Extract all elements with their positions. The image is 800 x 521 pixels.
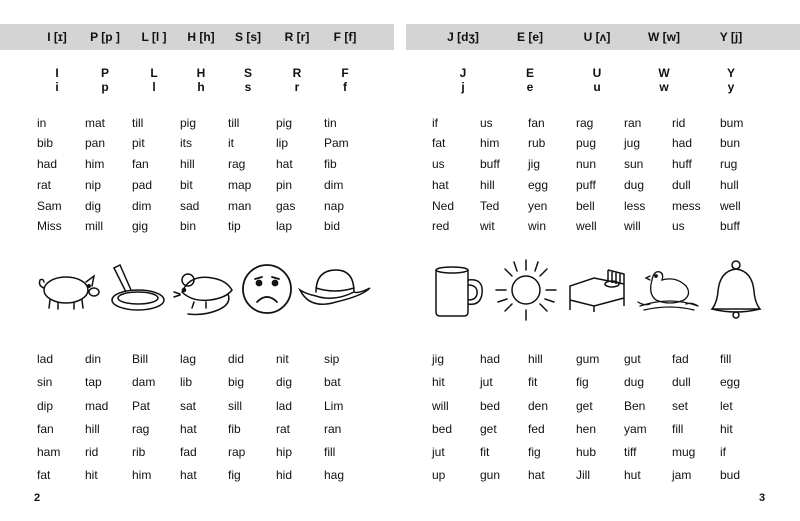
word-cell: rat: [276, 422, 291, 436]
rat-icon: [172, 262, 238, 318]
word-cell: rid: [672, 116, 686, 130]
word-cell: mad: [85, 399, 109, 413]
word-cell: rat: [37, 178, 52, 192]
column-header: P [p ]: [90, 30, 120, 44]
word-cell: lip: [276, 136, 289, 150]
word-cell: hid: [276, 468, 293, 482]
word-cell: had: [37, 157, 58, 171]
word-cell: rub: [528, 136, 546, 150]
hen-icon: [636, 262, 702, 316]
word-cell: dim: [132, 199, 152, 213]
word-cell: will: [624, 219, 641, 233]
word-cell: hill: [480, 178, 495, 192]
word-cell: win: [528, 219, 547, 233]
word-cell: had: [480, 352, 501, 366]
word-cell: jam: [672, 468, 692, 482]
word-cell: fig: [228, 468, 241, 482]
word-cell: lad: [37, 352, 54, 366]
word-cell: bed: [432, 422, 453, 436]
column-header: L [l ]: [141, 30, 167, 44]
word-cell: well: [576, 219, 597, 233]
word-cell: gun: [480, 468, 501, 482]
word-cell: fill: [672, 422, 684, 436]
word-cell: pad: [132, 178, 153, 192]
word-cell: dull: [672, 178, 691, 192]
word-cell: hat: [432, 178, 449, 192]
word-cell: Miss: [37, 219, 62, 233]
column-header: J [dʒ]: [447, 30, 479, 44]
word-cell: hat: [528, 468, 545, 482]
word-cell: lib: [180, 375, 193, 389]
column-header: F [f]: [333, 30, 357, 44]
word-cell: hit: [85, 468, 98, 482]
word-cell: fan: [132, 157, 149, 171]
word-cell: lap: [276, 219, 293, 233]
page-number-left: 2: [34, 492, 41, 504]
word-cell: hit: [432, 375, 445, 389]
word-cell: bed: [480, 399, 501, 413]
word-cell: Ted: [480, 199, 500, 213]
word-cell: ran: [324, 422, 342, 436]
word-cell: dig: [276, 375, 293, 389]
word-cell: him: [132, 468, 152, 482]
word-cell: bum: [720, 116, 744, 130]
capital-letter: R: [292, 66, 302, 80]
pig-icon: [34, 268, 102, 312]
word-cell: rag: [228, 157, 246, 171]
capital-letter: J: [459, 66, 467, 80]
word-cell: mess: [672, 199, 701, 213]
word-cell: rid: [85, 445, 99, 459]
word-cell: fan: [528, 116, 545, 130]
word-cell: buff: [480, 157, 500, 171]
column-header: E [e]: [516, 30, 544, 44]
word-cell: Lim: [324, 399, 344, 413]
word-cell: nap: [324, 199, 345, 213]
word-cell: in: [37, 116, 47, 130]
word-cell: hen: [576, 422, 597, 436]
word-cell: get: [480, 422, 497, 436]
word-cell: fad: [180, 445, 197, 459]
word-cell: pig: [180, 116, 197, 130]
capital-letter: S: [243, 66, 253, 80]
word-cell: Jill: [576, 468, 590, 482]
word-cell: sip: [324, 352, 340, 366]
word-cell: us: [432, 157, 445, 171]
word-cell: Ben: [624, 399, 646, 413]
word-cell: bib: [37, 136, 54, 150]
word-cell: if: [432, 116, 438, 130]
word-cell: till: [228, 116, 240, 130]
word-cell: red: [432, 219, 450, 233]
word-cell: him: [85, 157, 105, 171]
sad-face-icon: [240, 262, 294, 316]
column-header: Y [j]: [719, 30, 743, 44]
word-cell: get: [576, 399, 593, 413]
word-cell: fig: [576, 375, 589, 389]
word-cell: hat: [180, 468, 197, 482]
word-cell: Sam: [37, 199, 62, 213]
word-cell: sill: [228, 399, 242, 413]
word-cell: dam: [132, 375, 156, 389]
word-cell: fan: [37, 422, 54, 436]
word-cell: its: [180, 136, 192, 150]
word-cell: rib: [132, 445, 146, 459]
word-cell: us: [672, 219, 685, 233]
word-cell: tin: [324, 116, 337, 130]
word-cell: mill: [85, 219, 103, 233]
word-cell: rag: [576, 116, 594, 130]
word-cell: huff: [672, 157, 692, 171]
word-cell: man: [228, 199, 252, 213]
word-cell: sun: [624, 157, 644, 171]
word-cell: fit: [528, 375, 538, 389]
word-cell: well: [720, 199, 741, 213]
column-header: I [ɪ]: [47, 30, 67, 44]
capital-letter: L: [150, 66, 158, 80]
word-cell: dim: [324, 178, 344, 192]
frying-pan-icon: [104, 262, 168, 314]
word-cell: map: [228, 178, 252, 192]
word-cell: fad: [672, 352, 689, 366]
word-cell: egg: [720, 375, 741, 389]
word-cell: sad: [180, 199, 200, 213]
word-cell: fed: [528, 422, 545, 436]
word-cell: dip: [37, 399, 54, 413]
word-cell: rug: [720, 157, 738, 171]
lowercase-letter: y: [727, 80, 735, 94]
word-cell: dug: [624, 375, 645, 389]
word-cell: fib: [324, 157, 337, 171]
lowercase-letter: p: [101, 80, 109, 94]
hat-icon: [296, 266, 372, 312]
word-cell: did: [228, 352, 245, 366]
word-cell: fat: [432, 136, 446, 150]
word-cell: pin: [276, 178, 293, 192]
word-cell: big: [228, 375, 245, 389]
word-cell: tip: [228, 219, 241, 233]
lowercase-letter: r: [294, 80, 300, 94]
capital-letter: P: [100, 66, 110, 80]
word-cell: gum: [576, 352, 600, 366]
word-cell: ham: [37, 445, 61, 459]
word-cell: hat: [276, 157, 293, 171]
word-cell: bell: [576, 199, 595, 213]
word-cell: Pam: [324, 136, 349, 150]
word-cell: dull: [672, 375, 691, 389]
word-cell: fig: [528, 445, 541, 459]
column-header: S [s]: [234, 30, 262, 44]
word-cell: hit: [720, 422, 733, 436]
word-cell: yen: [528, 199, 548, 213]
word-cell: jig: [432, 352, 445, 366]
word-cell: bin: [180, 219, 197, 233]
word-cell: hip: [276, 445, 293, 459]
word-cell: rap: [228, 445, 246, 459]
word-cell: less: [624, 199, 646, 213]
word-cell: den: [528, 399, 549, 413]
word-cell: pan: [85, 136, 106, 150]
word-cell: pit: [132, 136, 145, 150]
word-cell: dig: [85, 199, 102, 213]
word-cell: bat: [324, 375, 341, 389]
word-cell: fill: [324, 445, 336, 459]
word-cell: let: [720, 399, 733, 413]
capital-letter: I: [55, 66, 59, 80]
word-cell: puff: [576, 178, 596, 192]
word-cell: mat: [85, 116, 106, 130]
word-cell: gas: [276, 199, 296, 213]
word-cell: jig: [528, 157, 541, 171]
page-number-right: 3: [759, 492, 766, 504]
word-cell: fib: [228, 422, 241, 436]
word-cell: jut: [432, 445, 445, 459]
lowercase-letter: j: [461, 80, 465, 94]
lowercase-letter: w: [659, 80, 669, 94]
word-cell: egg: [528, 178, 549, 192]
word-cell: rag: [132, 422, 150, 436]
word-cell: hill: [180, 157, 195, 171]
word-cell: buff: [720, 219, 740, 233]
word-cell: pig: [276, 116, 293, 130]
word-cell: hill: [85, 422, 100, 436]
word-cell: Pat: [132, 399, 151, 413]
word-cell: sin: [37, 375, 53, 389]
capital-letter: Y: [726, 66, 736, 80]
capital-letter: H: [196, 66, 206, 80]
word-cell: set: [672, 399, 689, 413]
lowercase-letter: s: [244, 80, 252, 94]
word-cell: fill: [720, 352, 732, 366]
lowercase-letter: i: [55, 80, 59, 94]
bell-icon: [708, 258, 764, 322]
word-cell: till: [132, 116, 144, 130]
word-cell: if: [720, 445, 726, 459]
column-header: R [r]: [284, 30, 310, 44]
word-cell: will: [432, 399, 449, 413]
bed-icon: [564, 264, 632, 314]
word-cell: Bill: [132, 352, 149, 366]
word-cell: hill: [528, 352, 543, 366]
capital-letter: U: [592, 66, 602, 80]
lowercase-letter: u: [593, 80, 601, 94]
word-cell: bud: [720, 468, 741, 482]
word-cell: it: [228, 136, 234, 150]
word-cell: nit: [276, 352, 289, 366]
capital-letter: W: [658, 66, 670, 80]
capital-letter: F: [341, 66, 349, 80]
word-cell: jut: [480, 375, 493, 389]
word-cell: wit: [480, 219, 495, 233]
word-cell: jug: [624, 136, 641, 150]
word-cell: us: [480, 116, 493, 130]
word-cell: bit: [180, 178, 193, 192]
lowercase-letter: f: [343, 80, 347, 94]
word-cell: bun: [720, 136, 741, 150]
word-cell: lag: [180, 352, 197, 366]
word-cell: hub: [576, 445, 597, 459]
sun-icon: [494, 258, 558, 322]
lowercase-letter: l: [152, 80, 156, 94]
word-cell: hag: [324, 468, 345, 482]
word-cell: gig: [132, 219, 149, 233]
word-cell: up: [432, 468, 446, 482]
word-cell: had: [672, 136, 693, 150]
column-header: H [h]: [187, 30, 215, 44]
word-cell: ran: [624, 116, 642, 130]
word-cell: lad: [276, 399, 293, 413]
capital-letter: E: [525, 66, 535, 80]
word-cell: pug: [576, 136, 597, 150]
word-cell: din: [85, 352, 102, 366]
word-cell: him: [480, 136, 500, 150]
word-cell: hat: [180, 422, 197, 436]
lowercase-letter: h: [197, 80, 205, 94]
word-cell: gut: [624, 352, 641, 366]
word-cell: fit: [480, 445, 490, 459]
column-header: W [w]: [648, 30, 680, 44]
mug-icon: [430, 264, 490, 318]
word-cell: tap: [85, 375, 102, 389]
word-cell: bid: [324, 219, 341, 233]
word-cell: hull: [720, 178, 739, 192]
column-header: U [ʌ]: [583, 30, 611, 44]
word-cell: nun: [576, 157, 597, 171]
lowercase-letter: e: [526, 80, 534, 94]
word-cell: dug: [624, 178, 645, 192]
word-cell: yam: [624, 422, 647, 436]
word-cell: nip: [85, 178, 102, 192]
word-cell: mug: [672, 445, 696, 459]
word-cell: sat: [180, 399, 197, 413]
word-cell: tiff: [624, 445, 637, 459]
word-cell: fat: [37, 468, 51, 482]
word-cell: hut: [624, 468, 641, 482]
word-cell: Ned: [432, 199, 455, 213]
